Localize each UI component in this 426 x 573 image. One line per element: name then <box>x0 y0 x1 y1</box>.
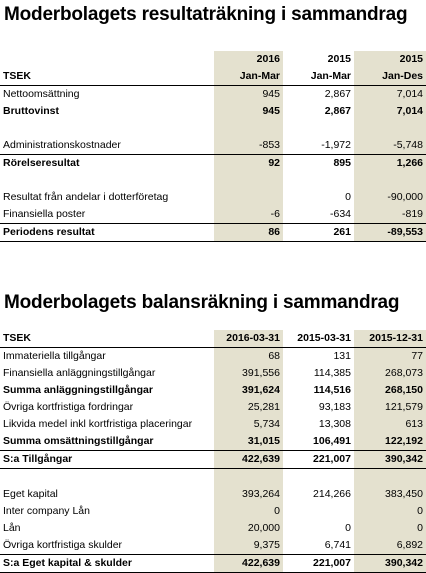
cell: 0 <box>345 522 351 534</box>
cell: 31,015 <box>214 433 283 451</box>
table-row <box>0 382 426 399</box>
cell: -90,000 <box>354 189 426 206</box>
col-year-3: 2015 <box>354 51 426 68</box>
cell: 895 <box>333 157 351 169</box>
cell: 93,183 <box>318 401 351 413</box>
col-period-2: Jan-Mar <box>283 68 354 86</box>
balance-sheet-table <box>0 330 426 573</box>
col-year-2: 2015 <box>327 53 351 65</box>
row-label: Övriga kortfristiga skulder <box>0 537 214 555</box>
table-row <box>0 348 426 366</box>
row-label: Periodens resultat <box>0 224 214 242</box>
cell: 0 <box>354 520 426 537</box>
table-row <box>0 103 426 120</box>
col-date-2: 2015-03-31 <box>283 330 354 348</box>
table-row <box>0 469 426 487</box>
table-row <box>0 155 426 173</box>
cell <box>214 189 283 206</box>
row-label: Bruttovinst <box>3 105 59 117</box>
row-label: Immateriella tillgångar <box>3 350 106 362</box>
cell: 9,375 <box>214 537 283 555</box>
income-statement-title: Moderbolagets resultaträkning i sammandrag <box>4 4 408 25</box>
row-label: Nettoomsättning <box>3 88 80 100</box>
row-label <box>0 120 214 137</box>
cell: 25,281 <box>214 399 283 416</box>
cell <box>354 469 426 487</box>
cell: 268,150 <box>354 382 426 399</box>
cell: -819 <box>354 206 426 224</box>
income-statement-table <box>0 51 426 242</box>
cell: 221,007 <box>283 555 354 573</box>
col-year-1: 2016 <box>214 51 283 68</box>
cell: 131 <box>333 350 351 362</box>
cell: 77 <box>354 348 426 366</box>
row-label: Eget kapital <box>3 488 58 500</box>
balance-sheet-title: Moderbolagets balansräkning i sammandrag <box>4 292 400 313</box>
cell: 214,266 <box>313 488 351 500</box>
cell: -5,748 <box>354 137 426 155</box>
row-label: Finansiella anläggningstillgångar <box>3 367 156 379</box>
cell: -6 <box>214 206 283 224</box>
cell: 0 <box>214 503 283 520</box>
table-row <box>0 399 426 416</box>
col-date-1: 2016-03-31 <box>214 330 283 348</box>
table-row <box>0 503 426 520</box>
row-label: S:a Eget kapital & skulder <box>0 555 214 573</box>
cell: 390,342 <box>354 451 426 469</box>
table-row <box>0 537 426 555</box>
row-label: Finansiella poster <box>0 206 214 224</box>
cell: 268,073 <box>354 365 426 382</box>
table-row <box>0 189 426 206</box>
cell: 945 <box>214 103 283 120</box>
cell: 92 <box>214 155 283 173</box>
cell: -634 <box>283 206 354 224</box>
row-label: Summa anläggningstillgångar <box>3 384 153 396</box>
cell: 391,624 <box>214 382 283 399</box>
cell: 0 <box>354 503 426 520</box>
table-row <box>0 224 426 242</box>
cell: 86 <box>214 224 283 242</box>
cell: 613 <box>354 416 426 433</box>
cell <box>354 172 426 189</box>
cell: 261 <box>283 224 354 242</box>
cell: 221,007 <box>283 451 354 469</box>
table-row <box>0 486 426 503</box>
unit-label: TSEK <box>0 330 214 348</box>
cell: 5,734 <box>214 416 283 433</box>
cell: 945 <box>214 86 283 104</box>
cell: 7,014 <box>354 86 426 104</box>
table-row <box>0 172 426 189</box>
cell <box>283 172 354 189</box>
table-row <box>0 206 426 224</box>
table-row <box>0 433 426 451</box>
row-label <box>0 469 214 487</box>
row-label <box>0 172 214 189</box>
table-row <box>0 86 426 104</box>
cell: 68 <box>214 348 283 366</box>
cell: 7,014 <box>354 103 426 120</box>
cell <box>283 503 354 520</box>
col-period-3: Jan-Des <box>354 68 426 86</box>
cell: 390,342 <box>354 555 426 573</box>
table-row <box>0 555 426 573</box>
cell: 391,556 <box>214 365 283 382</box>
cell <box>283 120 354 137</box>
cell: 6,741 <box>283 537 354 555</box>
cell <box>283 469 354 487</box>
row-label: Summa omsättningstillgångar <box>0 433 214 451</box>
row-label: Rörelseresultat <box>3 157 80 169</box>
cell <box>214 469 283 487</box>
cell: 121,579 <box>354 399 426 416</box>
cell <box>354 120 426 137</box>
cell: -89,553 <box>354 224 426 242</box>
table-row <box>0 520 426 537</box>
cell: 422,639 <box>214 555 283 573</box>
cell: 1,266 <box>354 155 426 173</box>
cell: 383,450 <box>354 486 426 503</box>
table-row <box>0 137 426 155</box>
cell: 114,385 <box>313 367 351 379</box>
cell <box>214 172 283 189</box>
row-label: Inter company Lån <box>3 505 90 517</box>
unit-label: TSEK <box>0 68 214 86</box>
table-row <box>0 416 426 433</box>
cell: 2,867 <box>324 105 351 117</box>
cell: 20,000 <box>214 520 283 537</box>
row-label: S:a Tillgångar <box>0 451 214 469</box>
cell: 13,308 <box>318 418 351 430</box>
cell: 422,639 <box>214 451 283 469</box>
cell: 0 <box>345 191 351 203</box>
cell: 106,491 <box>283 433 354 451</box>
cell <box>214 120 283 137</box>
cell: -1,972 <box>283 137 354 155</box>
col-date-3: 2015-12-31 <box>354 330 426 348</box>
row-label: Övriga kortfristiga fordringar <box>3 401 134 413</box>
cell: 2,867 <box>324 88 351 100</box>
cell: 114,516 <box>313 384 351 396</box>
table-row <box>0 120 426 137</box>
cell: -853 <box>214 137 283 155</box>
row-label: Administrationskostnader <box>0 137 214 155</box>
row-label: Lån <box>3 522 21 534</box>
table-row <box>0 365 426 382</box>
cell: 393,264 <box>214 486 283 503</box>
table-row <box>0 451 426 469</box>
row-label: Resultat från andelar i dotterföretag <box>3 191 169 203</box>
cell: 122,192 <box>354 433 426 451</box>
cell: 6,892 <box>354 537 426 555</box>
col-period-1: Jan-Mar <box>214 68 283 86</box>
row-label: Likvida medel inkl kortfristiga placeringar <box>3 418 193 430</box>
